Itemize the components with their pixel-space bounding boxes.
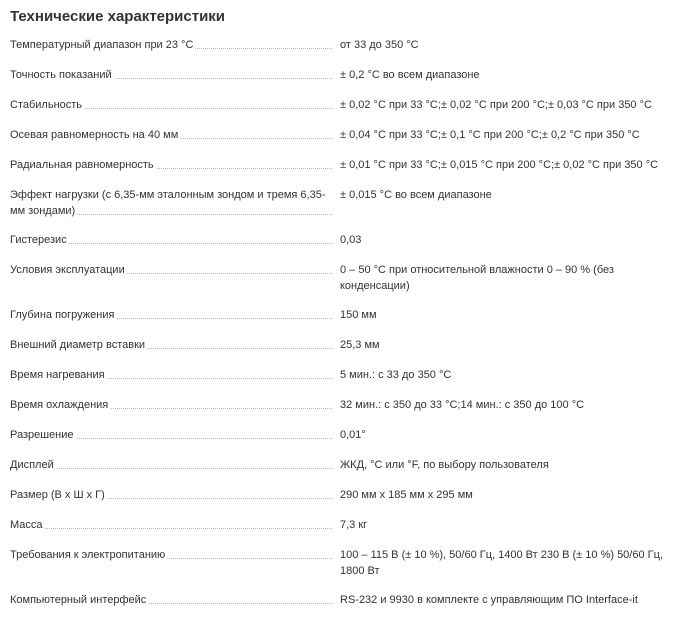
spec-label-cell [10, 517, 335, 533]
spec-label: Компьютерный интерфейс [10, 594, 147, 606]
spec-label: Стабильность [10, 99, 83, 111]
spec-label-cell [10, 337, 335, 353]
spec-label: Условия эксплуатации [10, 264, 125, 276]
spec-label: Время охлаждения [10, 399, 109, 411]
spec-label-cell [10, 127, 335, 143]
spec-value: 0,01° [340, 429, 366, 441]
spec-value: 25,3 мм [340, 339, 380, 351]
spec-label-cell [10, 307, 335, 323]
spec-label-cell [10, 427, 335, 443]
spec-label-cell [10, 487, 335, 503]
spec-label-cell [10, 37, 335, 53]
spec-value: ± 0,04 °C при 33 °C;± 0,1 °C при 200 °C;± 0,2 °C при 350 °C [340, 129, 640, 141]
spec-label: Осевая равномерность на 40 мм [10, 129, 179, 141]
spec-label-cell [10, 97, 335, 113]
spec-value: 0,03 [340, 234, 362, 246]
spec-value: 32 мин.: с 350 до 33 °C;14 мин.: с 350 до 100 °C [340, 399, 585, 411]
spec-value: 100 – 115 В (± 10 %), 50/60 Гц, 1400 Вт 230 В (± 10 %) 50/60 Гц, 1800 Вт [340, 549, 663, 577]
spec-label: Гистерезис [10, 234, 67, 246]
spec-label: Масса [10, 519, 43, 531]
spec-label: Дисплей [10, 459, 54, 471]
spec-label: Эффект нагрузки (с 6,35-мм эталонным зондом и тремя 6,35-мм зондами) [10, 189, 326, 217]
spec-value: ± 0,01 °C при 33 °C;± 0,015 °C при 200 °C;± 0,02 °C при 350 °C [340, 159, 659, 171]
spec-value: ± 0,2 °C во всем диапазоне [340, 69, 480, 81]
spec-label-cell [10, 397, 335, 413]
spec-value: ± 0,015 °C во всем диапазоне [340, 189, 492, 201]
dotted-leader [10, 528, 332, 529]
spec-label: Разрешение [10, 429, 74, 441]
spec-label-cell [10, 547, 335, 563]
spec-value: 5 мин.: с 33 до 350 °C [340, 369, 452, 381]
spec-value: 150 мм [340, 309, 377, 321]
spec-label: Требования к электропитанию [10, 549, 166, 561]
spec-label-cell [10, 367, 335, 383]
spec-label: Радиальная равномерность [10, 159, 154, 171]
spec-value: ЖКД, °C или °F, по выбору пользователя [340, 459, 549, 471]
spec-label: Время нагревания [10, 369, 105, 381]
spec-label-cell [10, 187, 335, 219]
spec-label: Внешний диаметр вставки [10, 339, 146, 351]
spec-label-cell [10, 592, 335, 608]
spec-label: Глубина погружения [10, 309, 115, 321]
dotted-leader [10, 468, 332, 469]
spec-value: от 33 до 350 °C [340, 39, 419, 51]
spec-label: Точность показаний [10, 69, 112, 81]
spec-label: Температурный диапазон при 23 °C [10, 39, 194, 51]
spec-label-cell [10, 262, 335, 278]
spec-label-cell [10, 232, 335, 248]
section-title: Технические характеристики [10, 8, 226, 25]
spec-value: 0 – 50 °C при относительной влажности 0 – 90 % (без конденсации) [340, 264, 614, 292]
spec-value: 290 мм x 185 мм x 295 мм [340, 489, 473, 501]
spec-label-cell [10, 157, 335, 173]
spec-value: RS-232 и 9930 в комплекте с управляющим ПО Interface-it [340, 594, 638, 606]
spec-label-cell [10, 67, 335, 83]
spec-value: ± 0,02 °C при 33 °C;± 0,02 °C при 200 °C;± 0,03 °C при 350 °C [340, 99, 652, 111]
spec-label-cell [10, 457, 335, 473]
spec-value: 7,3 кг [340, 519, 368, 531]
spec-label: Размер (В х Ш х Г) [10, 489, 105, 501]
